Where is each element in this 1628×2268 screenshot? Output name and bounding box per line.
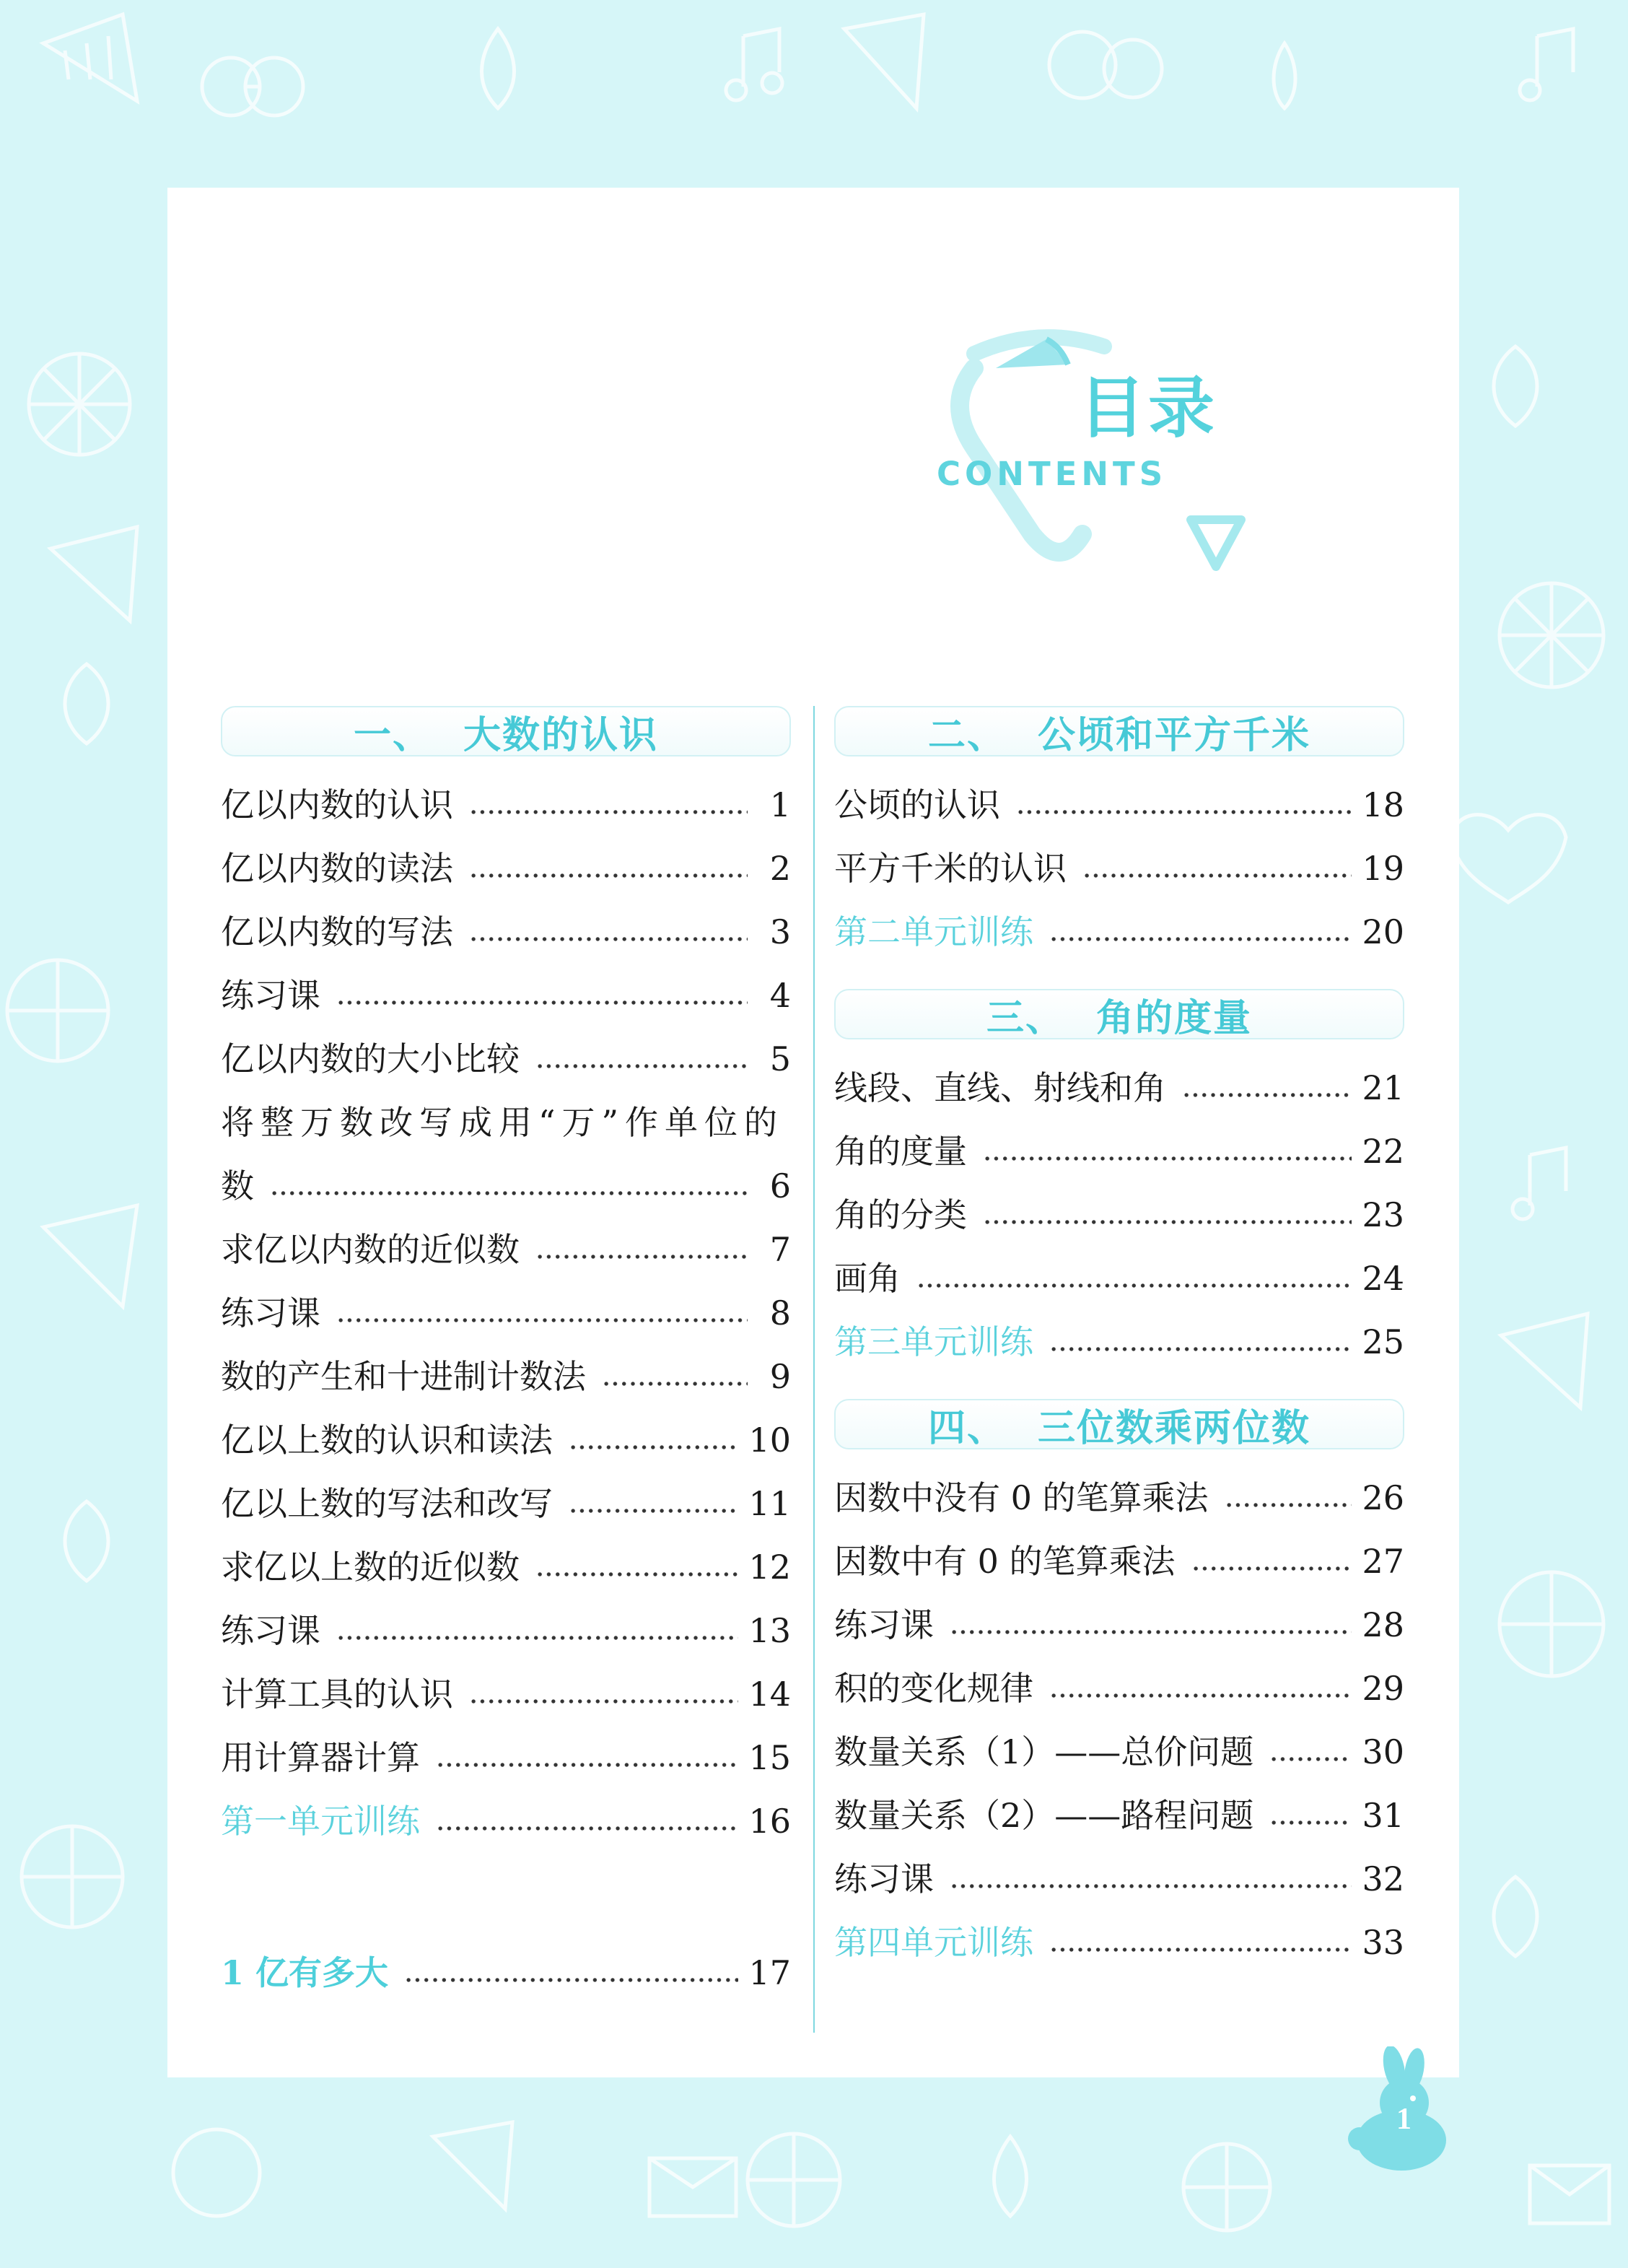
- toc-entry[interactable]: 数量关系（2）——路程问题 31: [834, 1796, 1404, 1836]
- feature-entry[interactable]: 1 亿有多大 17: [221, 1953, 791, 1993]
- dot-leader: [1082, 872, 1352, 879]
- unit-2-training-entry[interactable]: 第二单元训练 20: [834, 912, 1404, 952]
- dot-leader: [336, 1317, 748, 1324]
- dot-leader: [950, 1628, 1352, 1636]
- toc-entry[interactable]: 练习课 4: [221, 976, 791, 1016]
- toc-entry[interactable]: 求亿以内数的近似数 7: [221, 1230, 791, 1270]
- dot-leader: [469, 808, 748, 816]
- toc-entry[interactable]: 练习课 8: [221, 1294, 791, 1333]
- unit-2-number: 二: [927, 715, 967, 756]
- toc-entry[interactable]: 积的变化规律 29: [834, 1669, 1404, 1709]
- toc-entry[interactable]: 亿以内数的读法 2: [221, 849, 791, 889]
- unit-4-training-entry[interactable]: 第四单元训练 33: [834, 1923, 1404, 1963]
- unit-3-header: 三 、 角的度量: [834, 989, 1404, 1039]
- unit-1-header: 一 、 大数的认识: [221, 706, 791, 756]
- toc-entry[interactable]: 练习课 13: [221, 1611, 791, 1651]
- toc-entry[interactable]: 因数中有 0 的笔算乘法 27: [834, 1542, 1404, 1582]
- dot-leader: [916, 1282, 1352, 1289]
- dot-leader: [1269, 1819, 1352, 1826]
- toc-entry[interactable]: 亿以内数的写法 3: [221, 912, 791, 952]
- dot-leader: [535, 1253, 748, 1260]
- toc-entry[interactable]: 用计算器计算 15: [221, 1738, 791, 1778]
- dot-leader: [983, 1218, 1352, 1226]
- dot-leader: [1182, 1091, 1352, 1099]
- unit-4-number: 四: [927, 1408, 967, 1449]
- unit-1-title: 大数的认识: [463, 715, 659, 756]
- dot-leader: [469, 872, 748, 879]
- dot-leader: [1049, 1692, 1352, 1699]
- dot-leader: [569, 1507, 738, 1514]
- dot-leader: [983, 1155, 1352, 1162]
- toc-entry[interactable]: 练习课 28: [834, 1605, 1404, 1645]
- toc-entry[interactable]: 平方千米的认识 19: [834, 849, 1404, 889]
- unit-4-header: 四 、 三位数乘两位数: [834, 1399, 1404, 1449]
- unit-3-training-entry[interactable]: 第三单元训练 25: [834, 1322, 1404, 1362]
- unit-1-number: 一: [353, 715, 393, 756]
- toc-entry[interactable]: 数的产生和十进制计数法 9: [221, 1357, 791, 1397]
- page-number: 1: [1396, 2103, 1412, 2136]
- dot-leader: [404, 1976, 738, 1984]
- toc-entry-wrapped-line1[interactable]: 将整万数改写成用“万”作单位的: [221, 1103, 784, 1143]
- dot-leader: [950, 1883, 1352, 1890]
- toc-entry[interactable]: 亿以上数的认识和读法 10: [221, 1421, 791, 1460]
- unit-1-training-entry[interactable]: 第一单元训练 16: [221, 1802, 791, 1841]
- toc-entry[interactable]: 角的分类 23: [834, 1195, 1404, 1235]
- dot-leader: [602, 1380, 748, 1387]
- unit-3-number: 三: [986, 998, 1025, 1039]
- dot-leader: [1049, 1946, 1352, 1953]
- toc-right-column: [834, 706, 1404, 1962]
- dot-leader: [270, 1190, 748, 1197]
- dot-leader: [336, 999, 748, 1006]
- dot-leader: [569, 1444, 738, 1451]
- dot-leader: [535, 1571, 738, 1578]
- toc-entry[interactable]: 亿以内数的大小比较 5: [221, 1039, 791, 1079]
- contents-subtitle: CONTENTS: [937, 455, 1168, 493]
- toc-entry-wrapped-line2[interactable]: 数 6: [221, 1166, 791, 1206]
- unit-3-title: 角的度量: [1096, 998, 1253, 1039]
- toc-entry[interactable]: 计算工具的认识 14: [221, 1675, 791, 1714]
- dot-leader: [1269, 1755, 1352, 1763]
- toc-entry[interactable]: 公顷的认识 18: [834, 785, 1404, 825]
- toc-entry[interactable]: 因数中没有 0 的笔算乘法 26: [834, 1478, 1404, 1518]
- dot-leader: [436, 1825, 738, 1832]
- unit-4-title: 三位数乘两位数: [1038, 1408, 1311, 1449]
- dot-leader: [1016, 808, 1352, 816]
- dot-leader: [1225, 1501, 1352, 1509]
- unit-2-header: 二 、 公顷和平方千米: [834, 706, 1404, 756]
- unit-2-title: 公顷和平方千米: [1038, 715, 1311, 756]
- dot-leader: [1049, 1345, 1352, 1353]
- toc-entry[interactable]: 亿以上数的写法和改写 11: [221, 1484, 791, 1524]
- toc-entry[interactable]: 亿以内数的认识 1: [221, 785, 791, 825]
- dot-leader: [1191, 1565, 1352, 1572]
- column-divider: [813, 706, 815, 2033]
- toc-entry[interactable]: 线段、直线、射线和角 21: [834, 1068, 1404, 1108]
- dot-leader: [1049, 935, 1352, 943]
- dot-leader: [535, 1063, 748, 1070]
- toc-left-column: [221, 706, 791, 1992]
- dot-leader: [469, 1698, 738, 1705]
- toc-entry[interactable]: 练习课 32: [834, 1859, 1404, 1899]
- dot-leader: [436, 1761, 738, 1768]
- toc-entry[interactable]: 画角 24: [834, 1259, 1404, 1299]
- toc-entry[interactable]: 求亿以上数的近似数 12: [221, 1548, 791, 1587]
- dot-leader: [336, 1634, 738, 1641]
- toc-entry[interactable]: 数量关系（1）——总价问题 30: [834, 1732, 1404, 1772]
- toc-entry[interactable]: 角的度量 22: [834, 1132, 1404, 1172]
- contents-title: 目录: [1079, 370, 1218, 447]
- dot-leader: [469, 935, 748, 943]
